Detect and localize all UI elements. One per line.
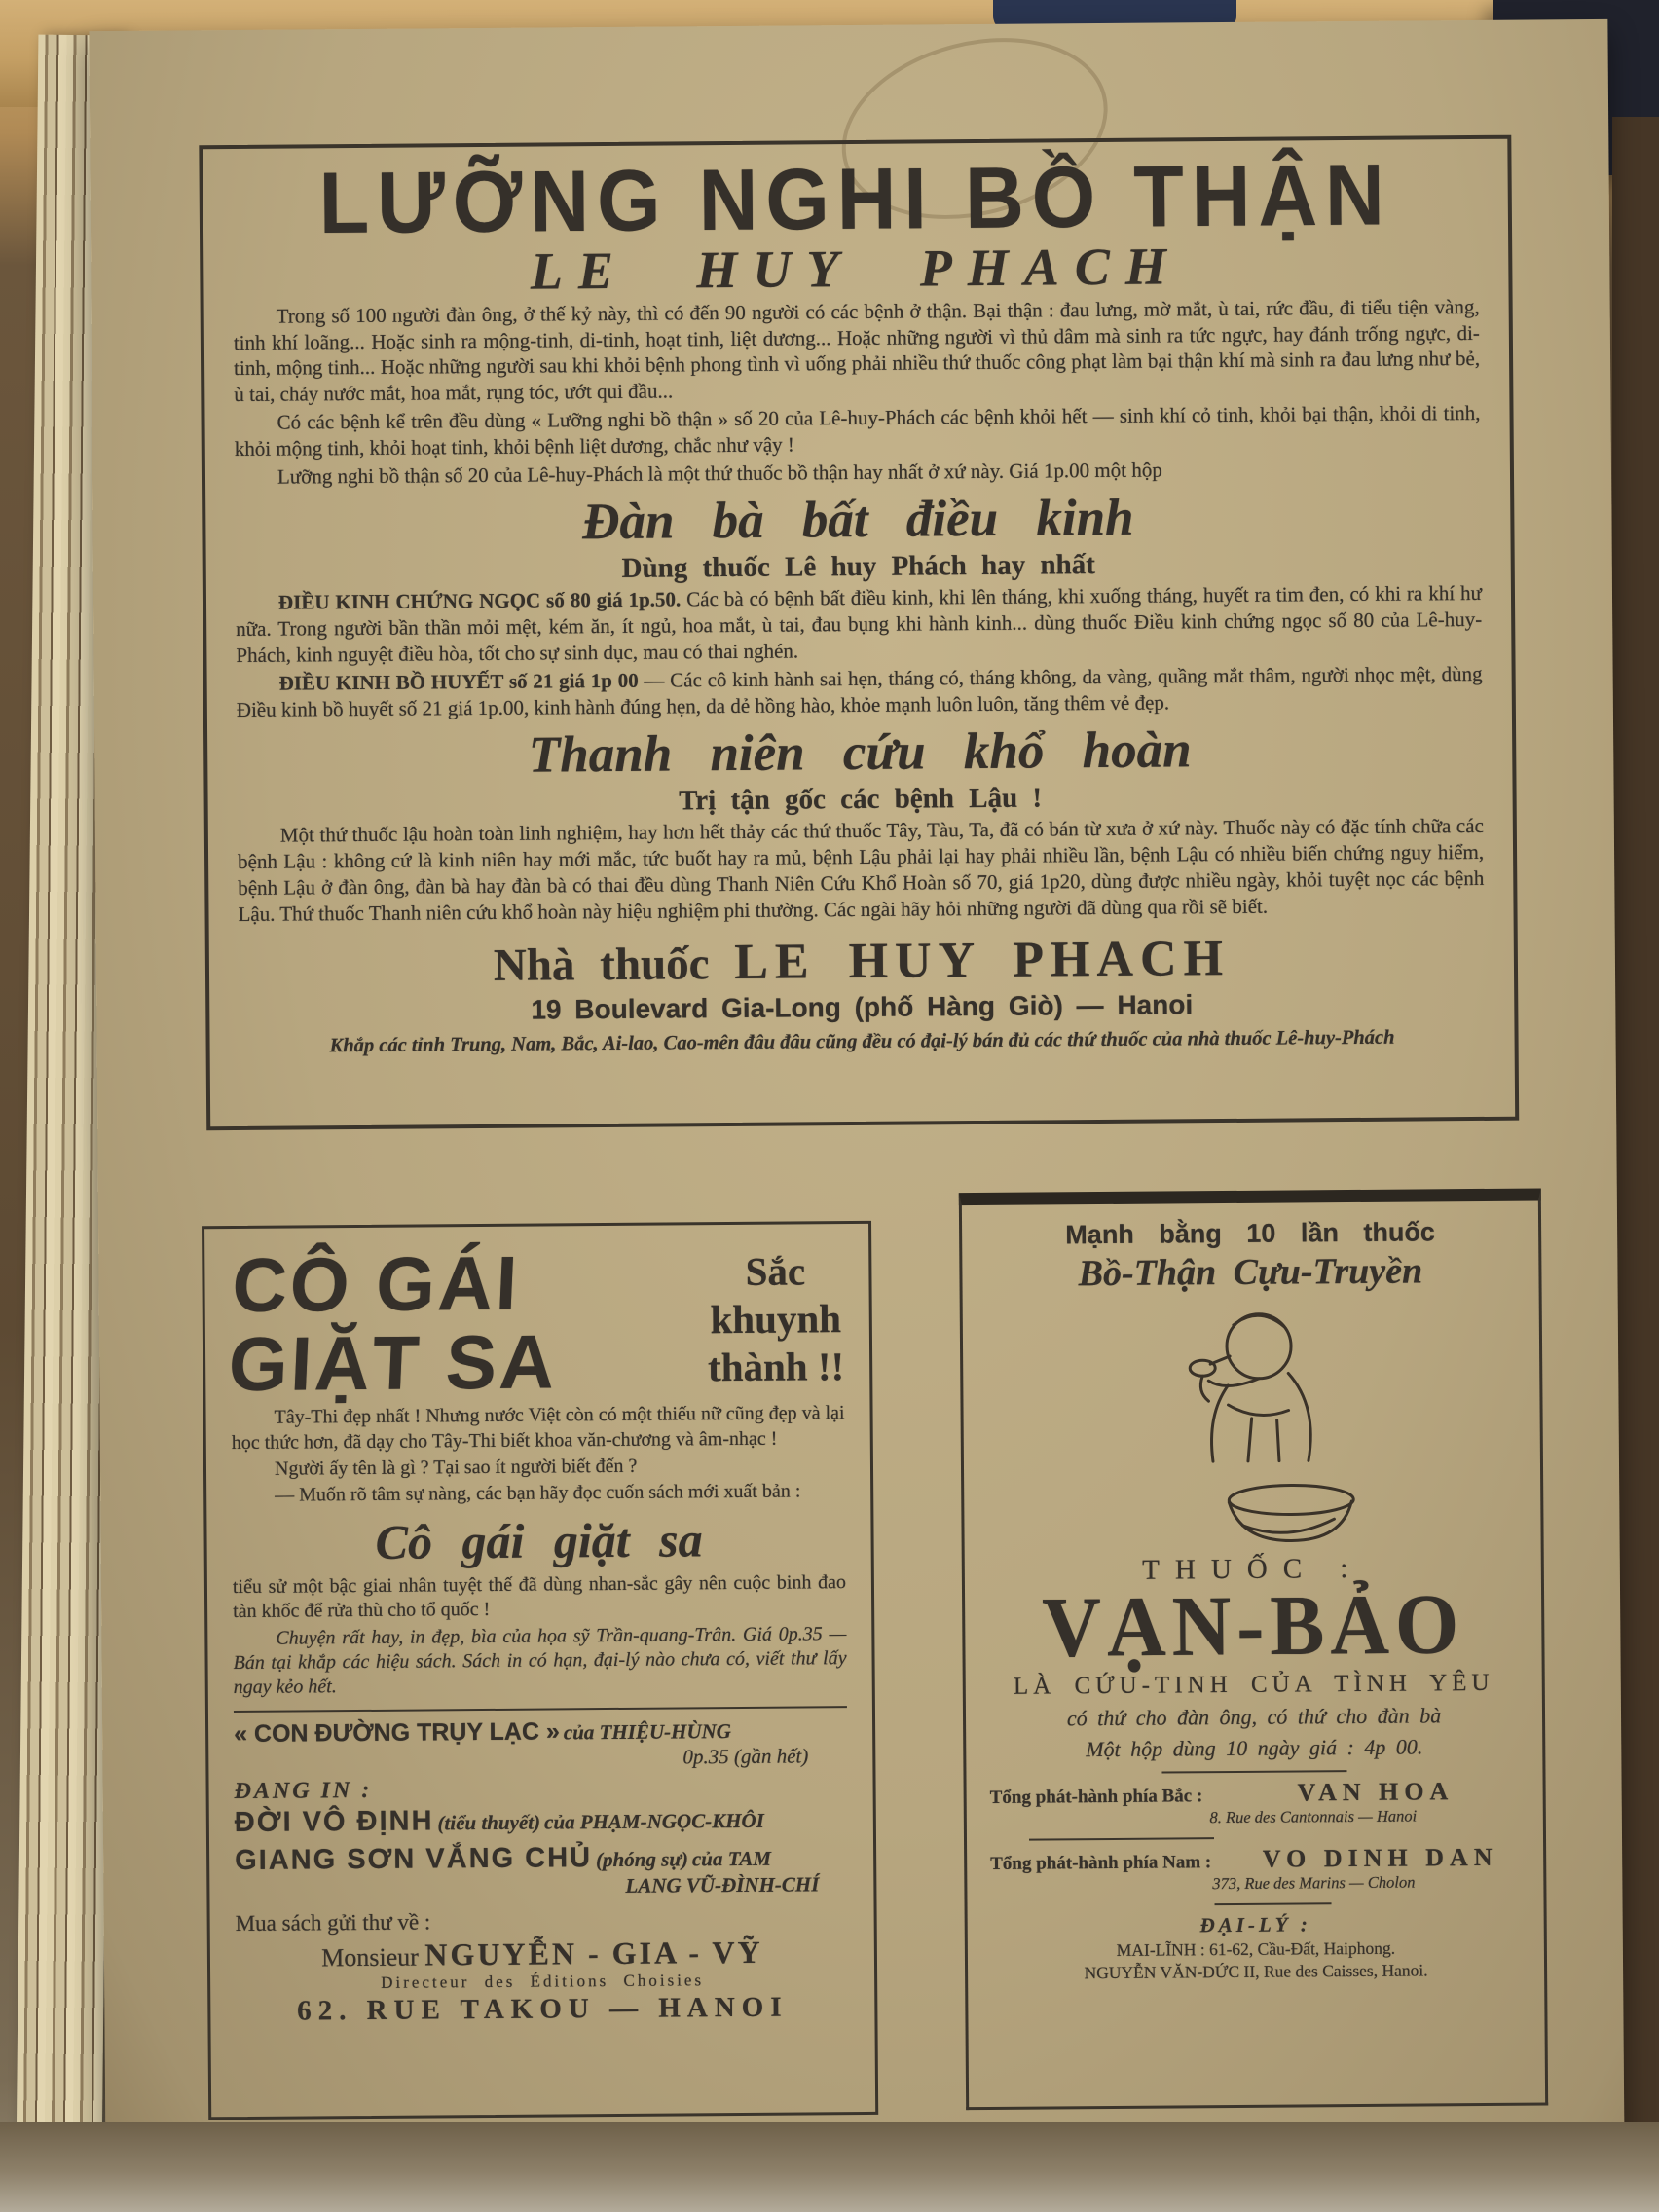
title-line: GIẶT SA [227, 1318, 560, 1408]
book4-type: (phóng sự) [595, 1847, 688, 1871]
section-heading-thanh-nien: Thanh niên cứu khổ hoàn [528, 721, 1192, 784]
side-slogan [707, 1241, 844, 1392]
pharmacy-name-line [239, 928, 1485, 995]
order-label: Mua sách gửi thư về : [235, 1909, 431, 1936]
paragraph [236, 580, 1483, 669]
book3-type: (tiểu thuyết) [437, 1810, 541, 1835]
pharmacy-name: LE HUY PHACH [733, 930, 1231, 990]
paragraph: Người ấy tên là gì ? Tại sao ít người biết đến ? [274, 1455, 638, 1480]
paragraph: Tây-Thi đẹp nhất ! Nhưng nước Việt còn có một thiếu nữ cũng đẹp và lại học thức hơn, đã dạy cho Tây-Thi biết khoa văn-chương và âm-nhạc ! [231, 1402, 845, 1454]
book3-line [235, 1802, 848, 1839]
paragraph: Một thứ thuốc lậu hoàn toàn linh nghiệm, hay hơn hết thảy các thứ thuốc Tây, Tàu, Ta, đã có bán từ xưa ở xứ này. Thuốc này có đặc tính chữa các bệnh Lậu : không cứ là kinh niên hay mới mắc, tức buốt hay ra mủ, bệnh Lậu phải lại hay phải nhiều lần, bệnh Lậu có nhiều biến chứng nguy hiểm, bệnh Lậu ở đàn ông, đàn bà hay đàn bà có thai đều dùng Thanh Niên Cứu Khổ Hoàn số 70, giá 1p20, dùng được nhiều ngày, khỏi tuyệt nọc các bệnh Lậu. Thứ thuốc Thanh niên cứu khổ hoàn này hiệu nghiệm phi thường. Các ngài hãy hỏi những người đã dùng qua rồi sẽ biết. [238, 814, 1485, 927]
desk-edge-bottom [0, 2122, 1659, 2212]
paragraph-text: Các cô kinh hành sai hẹn, tháng có, tháng không, da vàng, quầng mắt thâm, người nhọc mệt, dùng Điều kinh bồ huyết số 21 giá 1p.00, kinh hành đúng hẹn, da dẻ hồng hào, khỏe mạnh luôn luôn, tăng thêm vẻ đẹp. [236, 662, 1483, 721]
book2-title: « CON ĐƯỜNG TRỤY LẠC » [234, 1717, 560, 1748]
book2-author: của THIỆU-HÙNG [563, 1718, 732, 1745]
pharmacy-prefix: Nhà thuốc [493, 939, 710, 991]
agents-label: ĐẠI-LÝ : [1199, 1912, 1311, 1937]
title-line: CÔ GÁI [230, 1239, 522, 1329]
printing-label: ĐANG IN : [234, 1777, 373, 1804]
product-lead: ĐIỀU KINH BỒ HUYẾT số 21 giá 1p 00 — [278, 668, 665, 695]
publisher-address: 62. RUE TAKOU — HANOI [297, 1991, 789, 2027]
book4-line [235, 1840, 848, 1877]
book4-author-cont: LANG VŨ-ĐÌNH-CHÍ [625, 1872, 820, 1898]
distributor-south-row [990, 1843, 1520, 1876]
brand-name: VẠN-BẢO [1041, 1576, 1465, 1676]
paragraph: Có các bệnh kể trên đều dùng « Lưỡng nghi bồ thận » số 20 của Lê-huy-Phách các bệnh khỏi hết — sinh khí cỏ tinh, khỏi bại thận, khỏi di tinh, khỏi mộng tinh, khỏi hoạt tinh, khỏi bệnh liệt dương, chắc như vậy ! [234, 401, 1481, 461]
book-ad-title [227, 1239, 563, 1408]
distributor-north-row [990, 1777, 1520, 1810]
ad-body-section3 [238, 813, 1485, 928]
distributor-north-address: 8. Rue des Cantonnais — Hanoi [1209, 1806, 1418, 1827]
book-title-script: Cô gái giặt sa [375, 1512, 703, 1569]
section-heading-dieu-kinh: Đàn bà bất điều kinh [581, 489, 1134, 551]
distributor-north-name: VAN HOA [1297, 1777, 1455, 1807]
paragraph-text: Các bà có bệnh bất điều kinh, khi lên tháng, khi xuống tháng, huyết ra tim đen, có khi ra khí hư nữa. Trong người bần thần mỏi mệt, kém ăn, ít ngủ, hoa mắt, ù tai, đau bụng khi hành kinh... dùng thuốc Điều kinh chứng ngọc số 80 của Lê-huy-Phách, kinh nguyệt điều hòa, tốt cho sự sinh dục, mau có thai nghén. [236, 581, 1483, 668]
book4-author: của TAM [691, 1846, 772, 1871]
divider-line [234, 1706, 847, 1713]
agent-line: NGUYỄN VĂN-ĐỨC II, Rue des Caisses, Hanoi. [1084, 1960, 1428, 1983]
book3-author: của PHẠM-NGỌC-KHÔI [543, 1808, 764, 1834]
paragraph: Lưỡng nghi bồ thận số 20 của Lê-huy-Phách là một thứ thuốc bồ thận hay nhất ở xứ này. Giá 1p.00 một hộp [276, 458, 1162, 489]
ad-subtitle: LE HUY PHACH [530, 237, 1183, 301]
distributor-south-address: 373, Rue des Marins — Cholon [1212, 1872, 1416, 1894]
distributor-north-label: Tổng phát-hành phía Bắc : [989, 1786, 1203, 1808]
product-lead: ĐIỀU KINH CHỨNG NGỌC số 80 giá 1p.50. [277, 587, 682, 615]
paragraph: Chuyện rất hay, in đẹp, bìa của họa sỹ Trần-quang-Trân. Giá 0p.35 — Bán tại khắp các hiệu sách. Sách in có hạn, đại-lý nào chưa có, viết thư lấy ngay kẻo hết. [233, 1622, 847, 1699]
publisher-prefix: Monsieur [321, 1942, 419, 1972]
ad-co-gai-giat-sa [202, 1221, 878, 2120]
book2-note: 0p.35 (gần hết) [682, 1744, 809, 1769]
slogan-line: khuynh [710, 1296, 842, 1343]
man-drinking-tonic-illustration [1105, 1295, 1399, 1548]
divider-line [1161, 1770, 1346, 1773]
ad-title: LƯỠNG NGHI BỒ THẬN [318, 145, 1393, 252]
publisher-name-line [236, 1934, 849, 1974]
slogan-line: thành !! [707, 1344, 845, 1390]
distributor-south-label: Tổng phát-hành phía Nam : [990, 1852, 1212, 1874]
book3-title: ĐỜI VÔ ĐỊNH [234, 1805, 434, 1838]
book4-title: GIANG SƠN VẮNG CHỦ [235, 1841, 593, 1876]
brand-tagline: LÀ CỨU-TINH CỦA TÌNH YÊU [1013, 1669, 1494, 1700]
section-subheading: Dùng thuốc Lê huy Phách hay nhất [621, 549, 1096, 585]
divider-line [1215, 1902, 1332, 1905]
ad-van-bao [959, 1188, 1548, 2110]
paragraph: tiểu sử một bậc giai nhân tuyệt thế đã dùng nhan-sắc gây nên cuộc binh đao tàn khốc để rửa thù cho tổ quốc ! [232, 1570, 847, 1623]
distribution-footer: Khắp các tỉnh Trung, Nam, Bắc, Ai-lao, Cao-mên đâu đâu cũng đều có đại-lý bán đủ các thứ thuốc của nhà thuốc Lê-huy-Phách [329, 1026, 1395, 1057]
publisher-role: Directeur des Éditions Choisies [381, 1970, 705, 1992]
ad-body-section2 [236, 580, 1483, 722]
section-subheading: Trị tận gốc các bệnh Lậu ! [679, 782, 1043, 817]
paragraph: Trong số 100 người đàn ông, ở thế kỷ này, thì có đến 90 người có các bệnh ở thận. Bại thận : đau lưng, mờ mắt, ù tai, rức đầu, đi tiểu tiện vàng, tinh khí loãng... Hoặc sinh ra mộng-tinh, di-tinh, hoạt tinh, liệt dương... Hoặc những người vì thủ dâm mà sinh ra tức ngực, hay đánh trống ngực, di-tinh, mộng tinh... Hoặc những người sau khi khỏi bệnh phong tình vì uống phải nhiều thứ thuốc công phạt làm bại thận khí mà sinh ra đau lưng như bẻ, ù tai, chảy nước mắt, hoa mắt, rụng tóc, ướt qui đầu... [233, 294, 1481, 407]
thuoc-label: THUỐC : [1142, 1552, 1364, 1586]
product-line2: Một hộp dùng 10 ngày giá : 4p 00. [1086, 1734, 1423, 1762]
distributor-south-name: VO DINH DAN [1262, 1842, 1498, 1873]
right-ad-header1: Mạnh bằng 10 lần thuốc [1065, 1217, 1436, 1250]
right-ad-header2: Bồ-Thận Cựu-Truyền [1078, 1250, 1423, 1295]
left-ad-body [231, 1401, 845, 1509]
paragraph: — Muốn rõ tâm sự nàng, các bạn hãy đọc cuốn sách mới xuất bản : [275, 1480, 801, 1507]
left-ad-header [227, 1239, 845, 1408]
divider-line [1029, 1837, 1214, 1840]
pharmacy-address: 19 Boulevard Gia-Long (phố Hàng Giò) — Hanoi [531, 989, 1194, 1025]
ad-body-section1 [234, 294, 1481, 491]
publisher-name: NGUYỄN - GIA - VỸ [424, 1934, 763, 1972]
paragraph [237, 661, 1483, 723]
slogan-line: Sắc [745, 1248, 806, 1294]
left-ad-body2 [233, 1570, 847, 1701]
ad-luong-nghi-bo-than [199, 135, 1519, 1131]
product-line1: có thứ cho đàn ông, có thứ cho đàn bà [1066, 1703, 1442, 1731]
newspaper-page [89, 19, 1624, 2171]
agent-line: MAI-LĨNH : 61-62, Cầu-Đất, Haiphong. [1116, 1937, 1396, 1960]
